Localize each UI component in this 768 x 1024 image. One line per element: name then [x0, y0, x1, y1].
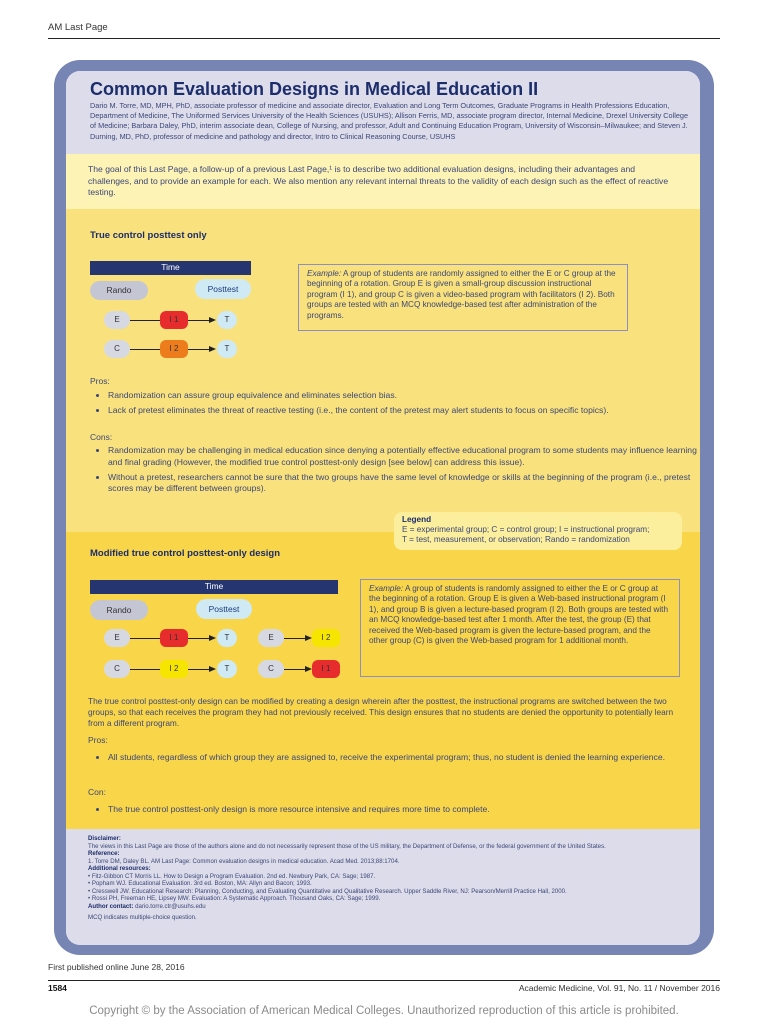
footnotes-block [66, 829, 700, 945]
header-rule [48, 38, 720, 39]
pros-label: Pros: [88, 735, 108, 745]
connector-line [130, 638, 160, 639]
program-i1-node: I 1 [160, 311, 188, 329]
resource-item: • Popham WJ. Educational Evaluation. 3rd ed. Boston, MA: Allyn and Bacon; 1993. [88, 880, 312, 887]
connector-line [284, 638, 305, 639]
list-item: • Randomization can assure group equivalence and eliminates selection bias. [108, 390, 700, 402]
posttest-pill: Posttest [196, 599, 252, 619]
rando-pill: Rando [90, 281, 148, 300]
legend-line: E = experimental group; C = control group; I = instructional program; [402, 525, 650, 534]
group-e-node: E [104, 311, 130, 329]
connector-line [284, 669, 305, 670]
pros-list [90, 390, 700, 420]
reference-label: Reference: [88, 850, 120, 857]
footer-rule [48, 980, 720, 981]
con-label: Con: [88, 787, 106, 797]
time-bar: Time [90, 261, 251, 274]
rando-pill: Rando [90, 600, 148, 620]
disclaimer-text: The views in this Last Page are those of the authors alone and do not necessarily represent those of the US military, the Department of Defense, or the federal government of the United States. [88, 842, 606, 850]
test-node: T [217, 660, 237, 678]
connector-line [188, 349, 209, 350]
section-heading: True control posttest only [90, 230, 207, 241]
arrow-head [209, 635, 216, 641]
disclaimer-label: Disclaimer: [88, 835, 121, 842]
example-box [360, 579, 680, 677]
program-i1-node: I 1 [160, 629, 188, 647]
program-i2-node: I 2 [312, 629, 340, 647]
author-list: Dario M. Torre, MD, MPH, PhD, associate professor of medicine and associate director, Evaluation and Long Term Outcomes, Graduate Programs in Health Professions Education, Department of Medicine, The Uniformed Services University of the Health Sciences (USUHS); Allison Ferris, MD, associate program director, Internal Medicine, Drexel University College of Medicine; Barbara Daley, PhD, interim associate dean, College of Nursing, and professor, Adult and Continuing Education Program, University of Wisconsin–Milwaukee; and Steven J. Durning, MD, PhD, professor of medicine and pathology and director, Intro to Clinical Reasoning Course, USUHS [90, 101, 689, 141]
published-date: First published online June 28, 2016 [48, 962, 185, 972]
arrow-head [209, 317, 216, 323]
arrow-head [305, 666, 312, 672]
time-bar: Time [90, 580, 338, 593]
resource-item: • Fitz-Gibbon CT Morris LL. How to Design a Program Evaluation. 2nd ed. Newbury Park, CA: Sage; 1987. [88, 872, 376, 880]
group-c-node: C [104, 340, 130, 358]
design-description: The true control posttest-only design can be modified by creating a design wherein after the posttest, the instructional programs are switched between the two groups, so that each receives the program they had not previously received. This design ensures that no students are denied the opportunity to potentially learn from a different program. [88, 696, 674, 728]
group-e-node: E [258, 629, 284, 647]
test-node: T [217, 629, 237, 647]
arrow-head [209, 346, 216, 352]
page-title: Common Evaluation Designs in Medical Education II [90, 79, 539, 99]
section-heading: Modified true control posttest-only design [90, 548, 280, 559]
list-item: • The true control posttest-only design is more resource intensive and requires more time to complete. [108, 804, 688, 816]
group-c-node: C [258, 660, 284, 678]
arrow-head [305, 635, 312, 641]
resource-item: • Rossi PH, Freeman HE, Lipsey MW. Evaluation: A Systematic Approach. Thousand Oaks, CA: Sage; 1999. [88, 895, 381, 902]
intro-block [66, 154, 700, 209]
cons-list [90, 445, 700, 498]
arrow-head [209, 666, 216, 672]
mcq-note: MCQ indicates multiple-choice question. [88, 914, 197, 921]
example-label: Example: [369, 584, 404, 593]
program-i1-node: I 1 [312, 660, 340, 678]
connector-line [188, 320, 209, 321]
example-text: A group of students is randomly assigned to either the E or C group at the beginning of a rotation. Group E is given a Web-based instructional program (I 1), and group B is given a lecture-based program (I 2). Both groups are tested with an MCQ knowledge-based test after 1 month. After the test, the group (E) that received the Web-based program is given the lecture-based program, and the other group (C) is given the Web-based program for 1 additional month. [369, 584, 669, 646]
group-e-node: E [104, 629, 130, 647]
footnotes-text [88, 835, 678, 922]
copyright-notice: Copyright © by the Association of American Medical Colleges. Unauthorized reproduction of this article is prohibited. [89, 1005, 679, 1017]
cons-label: Cons: [90, 432, 113, 442]
test-node: T [217, 340, 237, 358]
example-label: Example: [307, 269, 342, 278]
connector-line [188, 669, 209, 670]
connector-line [188, 638, 209, 639]
contact-label: Author contact: [88, 902, 134, 910]
group-c-node: C [104, 660, 130, 678]
program-i2-node: I 2 [160, 340, 188, 358]
page-number: 1584 [48, 983, 67, 993]
contact-email: dario.torre.ctr@usuhs.edu [133, 902, 206, 910]
resource-item: • Cresswell JW. Educational Research: Planning, Conducting, and Evaluating Quantitative and Qualitative Research. Upper Saddle River, NJ: Pearson/Merrill Practice Hall, 2000. [88, 887, 567, 895]
connector-line [130, 669, 160, 670]
legend-line: T = test, measurement, or observation; Rando = randomization [402, 535, 630, 544]
pros-label: Pros: [90, 376, 110, 386]
intro-text: The goal of this Last Page, a follow-up of a previous Last Page,¹ is to describe two additional evaluation designs, including their advantages and challenges, and to provide an example for each. We also mention any relevant internal threats to the validity of each design such as the effect of reactive testing. [88, 164, 669, 198]
section-true-control [66, 209, 700, 532]
pros-list [90, 752, 688, 767]
list-item: • Randomization may be challenging in medical education since denying a potentially effective educational program to some students may influence learning and final grading (However, the modified true control posttest-only design [see below] can address this issue). [108, 445, 700, 469]
section-modified-design [66, 532, 700, 829]
posttest-pill: Posttest [195, 279, 251, 299]
journal-citation: Academic Medicine, Vol. 91, No. 11 / November 2016 [518, 983, 720, 993]
example-box [298, 264, 628, 331]
legend-title: Legend [402, 515, 432, 524]
connector-line [130, 349, 160, 350]
con-list [90, 804, 688, 819]
example-text: A group of students are randomly assigned to either the E or C group at the beginning of a rotation. Group E is given a small-group discussion instructional program (I 1), and group C is given a video-based program with facilitators (I 2). Both groups are tested with an MCQ knowledge-based test after administration of the programs. [307, 269, 616, 320]
resources-label: Additional resources: [88, 865, 151, 872]
list-item: • Without a pretest, researchers cannot be sure that the two groups have the same level of knowledge or skills at the beginning of the program (i.e., pretest scores may be different between groups). [108, 472, 700, 496]
list-item: • Lack of pretest eliminates the threat of reactive testing (i.e., the content of the pretest may alert students to focus on specific topics). [108, 405, 700, 417]
legend-box [394, 512, 682, 550]
running-header: AM Last Page [48, 22, 108, 33]
list-item: • All students, regardless of which group they are assigned to, receive the experimental program; thus, no student is denied the learning experience. [108, 752, 688, 764]
connector-line [130, 320, 160, 321]
reference-text: 1. Torre DM, Daley BL. AM Last Page: Common evaluation designs in medical education. Acad Med. 2013;88:1704. [88, 857, 400, 865]
title-block [66, 71, 700, 154]
poster-panel [66, 71, 700, 945]
program-i2-node: I 2 [160, 660, 188, 678]
test-node: T [217, 311, 237, 329]
